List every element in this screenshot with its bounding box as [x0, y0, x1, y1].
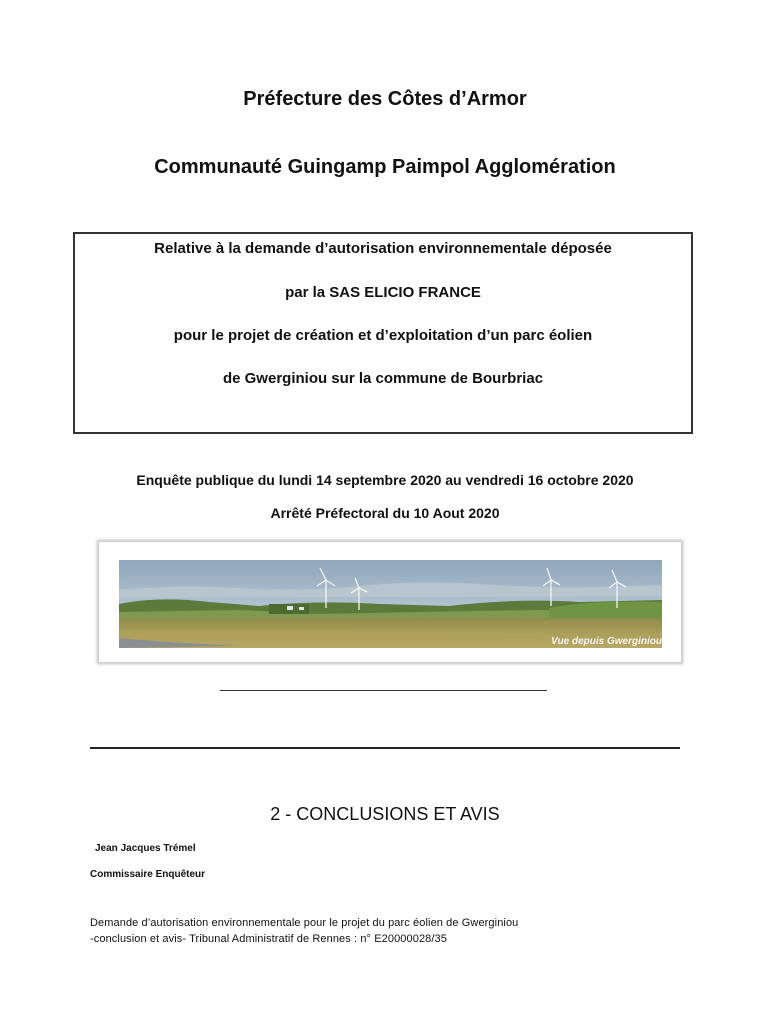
footer-line-1: Demande d’autorisation environnementale pour le projet du parc éolien de Gwerginiou	[90, 917, 519, 929]
short-separator	[220, 690, 547, 691]
author-role: Commissaire Enquêteur	[90, 869, 206, 880]
prefecture-title: Préfecture des Côtes d’Armor	[243, 88, 527, 110]
subject-line-2: par la SAS ELICIO FRANCE	[285, 284, 481, 301]
author-name: Jean Jacques Trémel	[95, 843, 196, 854]
section-title: 2 - CONCLUSIONS ET AVIS	[270, 804, 500, 824]
photo-caption: Vue depuis Gwerginiou	[551, 636, 662, 647]
subject-line-3: pour le projet de création et d’exploitation d’un parc éolien	[173, 327, 593, 344]
wind-farm-photo-frame	[98, 541, 682, 663]
community-title: Communauté Guingamp Paimpol Agglomération	[154, 156, 616, 178]
landscape-illustration	[119, 560, 662, 648]
subject-line-1: Relative à la demande d’autorisation environnementale déposée	[154, 240, 612, 257]
footer-line-2: -conclusion et avis- Tribunal Administratif de Rennes : n° E20000028/35	[90, 933, 447, 945]
prefectoral-decree: Arrêté Préfectoral du 10 Aout 2020	[270, 505, 500, 521]
subject-box	[73, 232, 693, 434]
subject-line-4: de Gwerginiou sur la commune de Bourbriac	[222, 370, 544, 387]
long-separator	[90, 747, 680, 749]
inquiry-dates: Enquête publique du lundi 14 septembre 2020 au vendredi 16 octobre 2020	[136, 472, 634, 488]
wind-farm-photo	[119, 560, 662, 648]
